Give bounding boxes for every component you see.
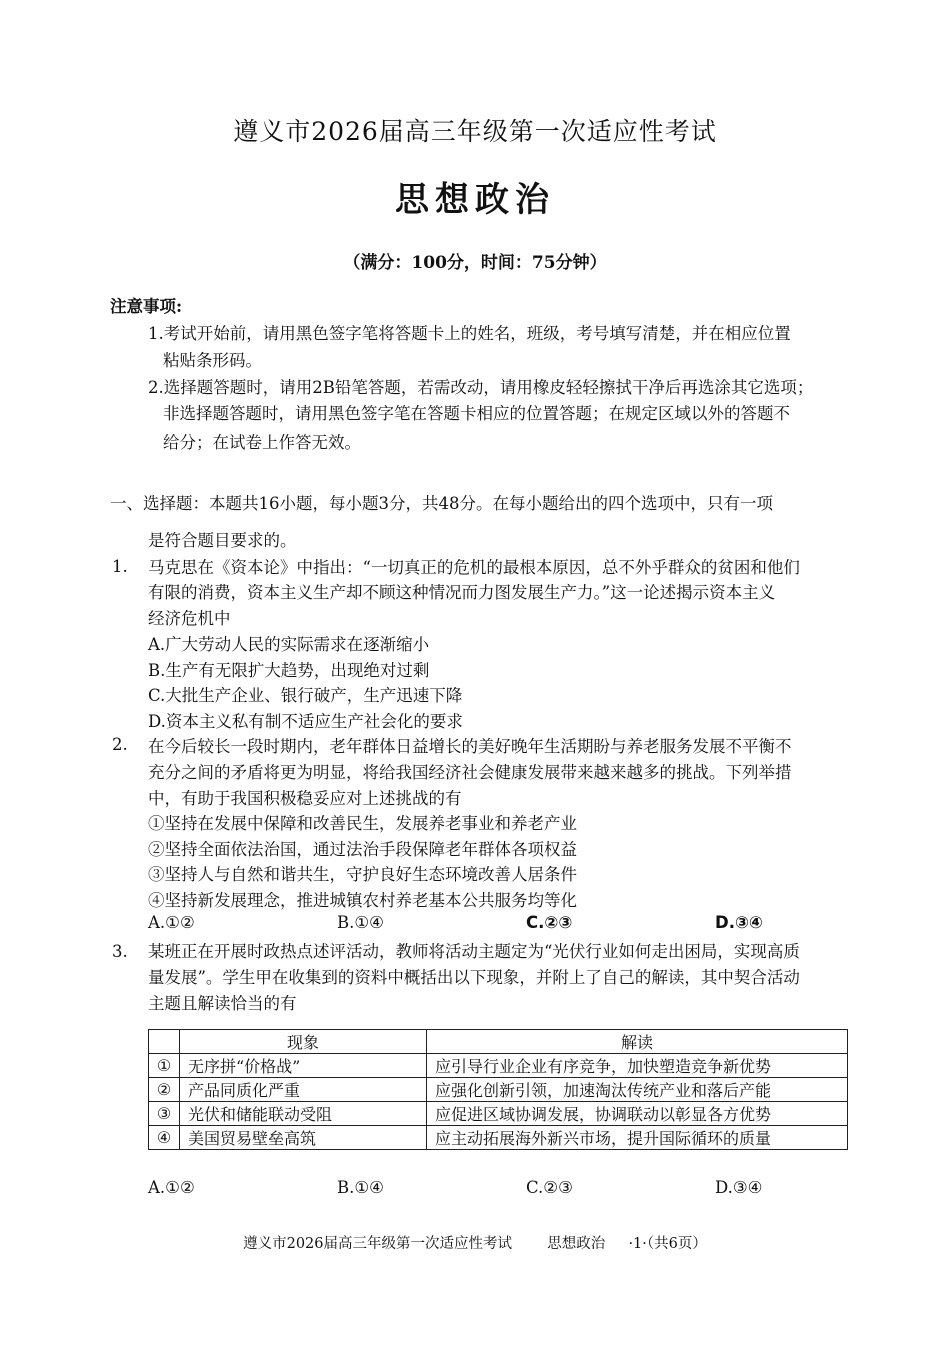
q1-option-b: B.生产有无限扩大趋势，出现绝对过剩 (148, 661, 430, 680)
q3-stem-line-2: 量发展”。学生甲在收集到的资料中概括出以下现象，并附上了自己的解读，其中契合活动 (148, 968, 800, 987)
row-number: ① (149, 1054, 180, 1078)
table-header-phenomenon: 现象 (180, 1030, 427, 1054)
table-row (149, 1102, 848, 1126)
q1-option-a: A.广大劳动人民的实际需求在逐渐缩小 (148, 635, 430, 654)
q2-stem-line-1: 在今后较长一段时期内，老年群体日益增长的美好晚年生活期盼与养老服务发展不平衡不 (148, 737, 792, 756)
row-number: ② (149, 1078, 180, 1102)
q3-option-d: D.③④ (715, 1178, 763, 1197)
row-number: ③ (149, 1102, 180, 1126)
row-interpretation: 应主动拓展海外新兴市场，提升国际循环的质量 (427, 1126, 848, 1150)
subject-title: 思想政治 (395, 180, 555, 220)
row-interpretation: 应促进区域协调发展，协调联动以彰显各方优势 (427, 1102, 848, 1126)
section-1-line-1: 一、选择题：本题共16小题，每小题3分，共48分。在每小题给出的四个选项中，只有一项 (110, 494, 773, 513)
q3-option-a: A.①② (148, 1178, 195, 1197)
q2-statement-1: ①坚持在发展中保障和改善民生，发展养老事业和养老产业 (148, 814, 577, 833)
page-footer (0, 1232, 950, 1253)
notes-title: 注意事项: (110, 297, 183, 316)
q2-option-c: C.②③ (526, 913, 573, 932)
note-1-line-2: 粘贴条形码。 (163, 351, 262, 370)
q3-stem-line-3: 主题且解读恰当的有 (148, 994, 297, 1013)
table-header-empty (149, 1030, 180, 1054)
footer-page: ·1·（共6页） (628, 1236, 707, 1252)
row-phenomenon: 无序拼“价格战” (180, 1054, 427, 1078)
row-phenomenon: 美国贸易壁垒高筑 (180, 1126, 427, 1150)
q3-option-c: C.②③ (526, 1178, 573, 1197)
footer-subject: 思想政治 (547, 1236, 606, 1252)
q2-statement-4: ④坚持新发展理念，推进城镇农村养老基本公共服务均等化 (148, 891, 577, 910)
row-number: ④ (149, 1126, 180, 1150)
note-1-line-1: 1.考试开始前，请用黑色签字笔将答题卡上的姓名，班级，考号填写清楚，并在相应位置 (148, 324, 791, 343)
q1-option-d: D.资本主义私有制不适应生产社会化的要求 (148, 712, 463, 731)
q1-number: 1. (112, 557, 128, 576)
q2-number: 2. (112, 735, 128, 754)
q1-stem-line-1: 马克思在《资本论》中指出：“一切真正的危机的最根本原因，总不外乎群众的贫困和他们 (148, 558, 800, 577)
exam-title: 遵义市2026届高三年级第一次适应性考试 (233, 117, 717, 146)
footer-exam: 遵义市2026届高三年级第一次适应性考试 (243, 1236, 513, 1252)
q3-option-b: B.①④ (337, 1178, 384, 1197)
table-row (149, 1054, 848, 1078)
q2-statement-2: ②坚持全面依法治国，通过法治手段保障老年群体各项权益 (148, 840, 577, 859)
note-2-line-1: 2.选择题答题时，请用2B铅笔答题，若需改动，请用橡皮轻轻擦拭干净后再选涂其它选项； (148, 378, 814, 397)
q2-stem-line-2: 充分之间的矛盾将更为明显，将给我国经济社会健康发展带来越来越多的挑战。下列举措 (148, 763, 792, 782)
table-header-interpretation: 解读 (427, 1030, 848, 1054)
q2-option-d: D.③④ (715, 913, 763, 932)
row-phenomenon: 产品同质化严重 (180, 1078, 427, 1102)
table-row (149, 1126, 848, 1150)
q3-stem-line-1: 某班正在开展时政热点述评活动，教师将活动主题定为“光伏行业如何走出困局，实现高质 (148, 942, 800, 961)
q2-option-b: B.①④ (337, 913, 384, 932)
note-2-line-3: 给分；在试卷上作答无效。 (163, 433, 361, 452)
q1-stem-line-2: 有限的消费，资本主义生产却不顾这种情况而力图发展生产力。”这一论述揭示资本主义 (148, 583, 776, 602)
table-row (149, 1078, 848, 1102)
q1-stem-line-3: 经济危机中 (148, 609, 231, 628)
q2-option-a: A.①② (148, 913, 195, 932)
row-phenomenon: 光伏和储能联动受阻 (180, 1102, 427, 1126)
table-header-row (149, 1030, 848, 1054)
section-1-line-2: 是符合题目要求的。 (148, 531, 297, 550)
q2-stem-line-3: 中，有助于我国积极稳妥应对上述挑战的有 (148, 789, 462, 808)
exam-meta: （满分：100分，时间：75分钟） (343, 253, 607, 273)
q3-table (148, 1029, 848, 1150)
note-2-line-2: 非选择题答题时，请用黑色签字笔在答题卡相应的位置答题；在规定区域以外的答题不 (163, 404, 790, 423)
q1-option-c: C.大批生产企业、银行破产，生产迅速下降 (148, 686, 463, 705)
row-interpretation: 应强化创新引领，加速淘汰传统产业和落后产能 (427, 1078, 848, 1102)
q3-number: 3. (112, 942, 128, 961)
row-interpretation: 应引导行业企业有序竞争，加快塑造竞争新优势 (427, 1054, 848, 1078)
q2-statement-3: ③坚持人与自然和谐共生，守护良好生态环境改善人居条件 (148, 865, 577, 884)
